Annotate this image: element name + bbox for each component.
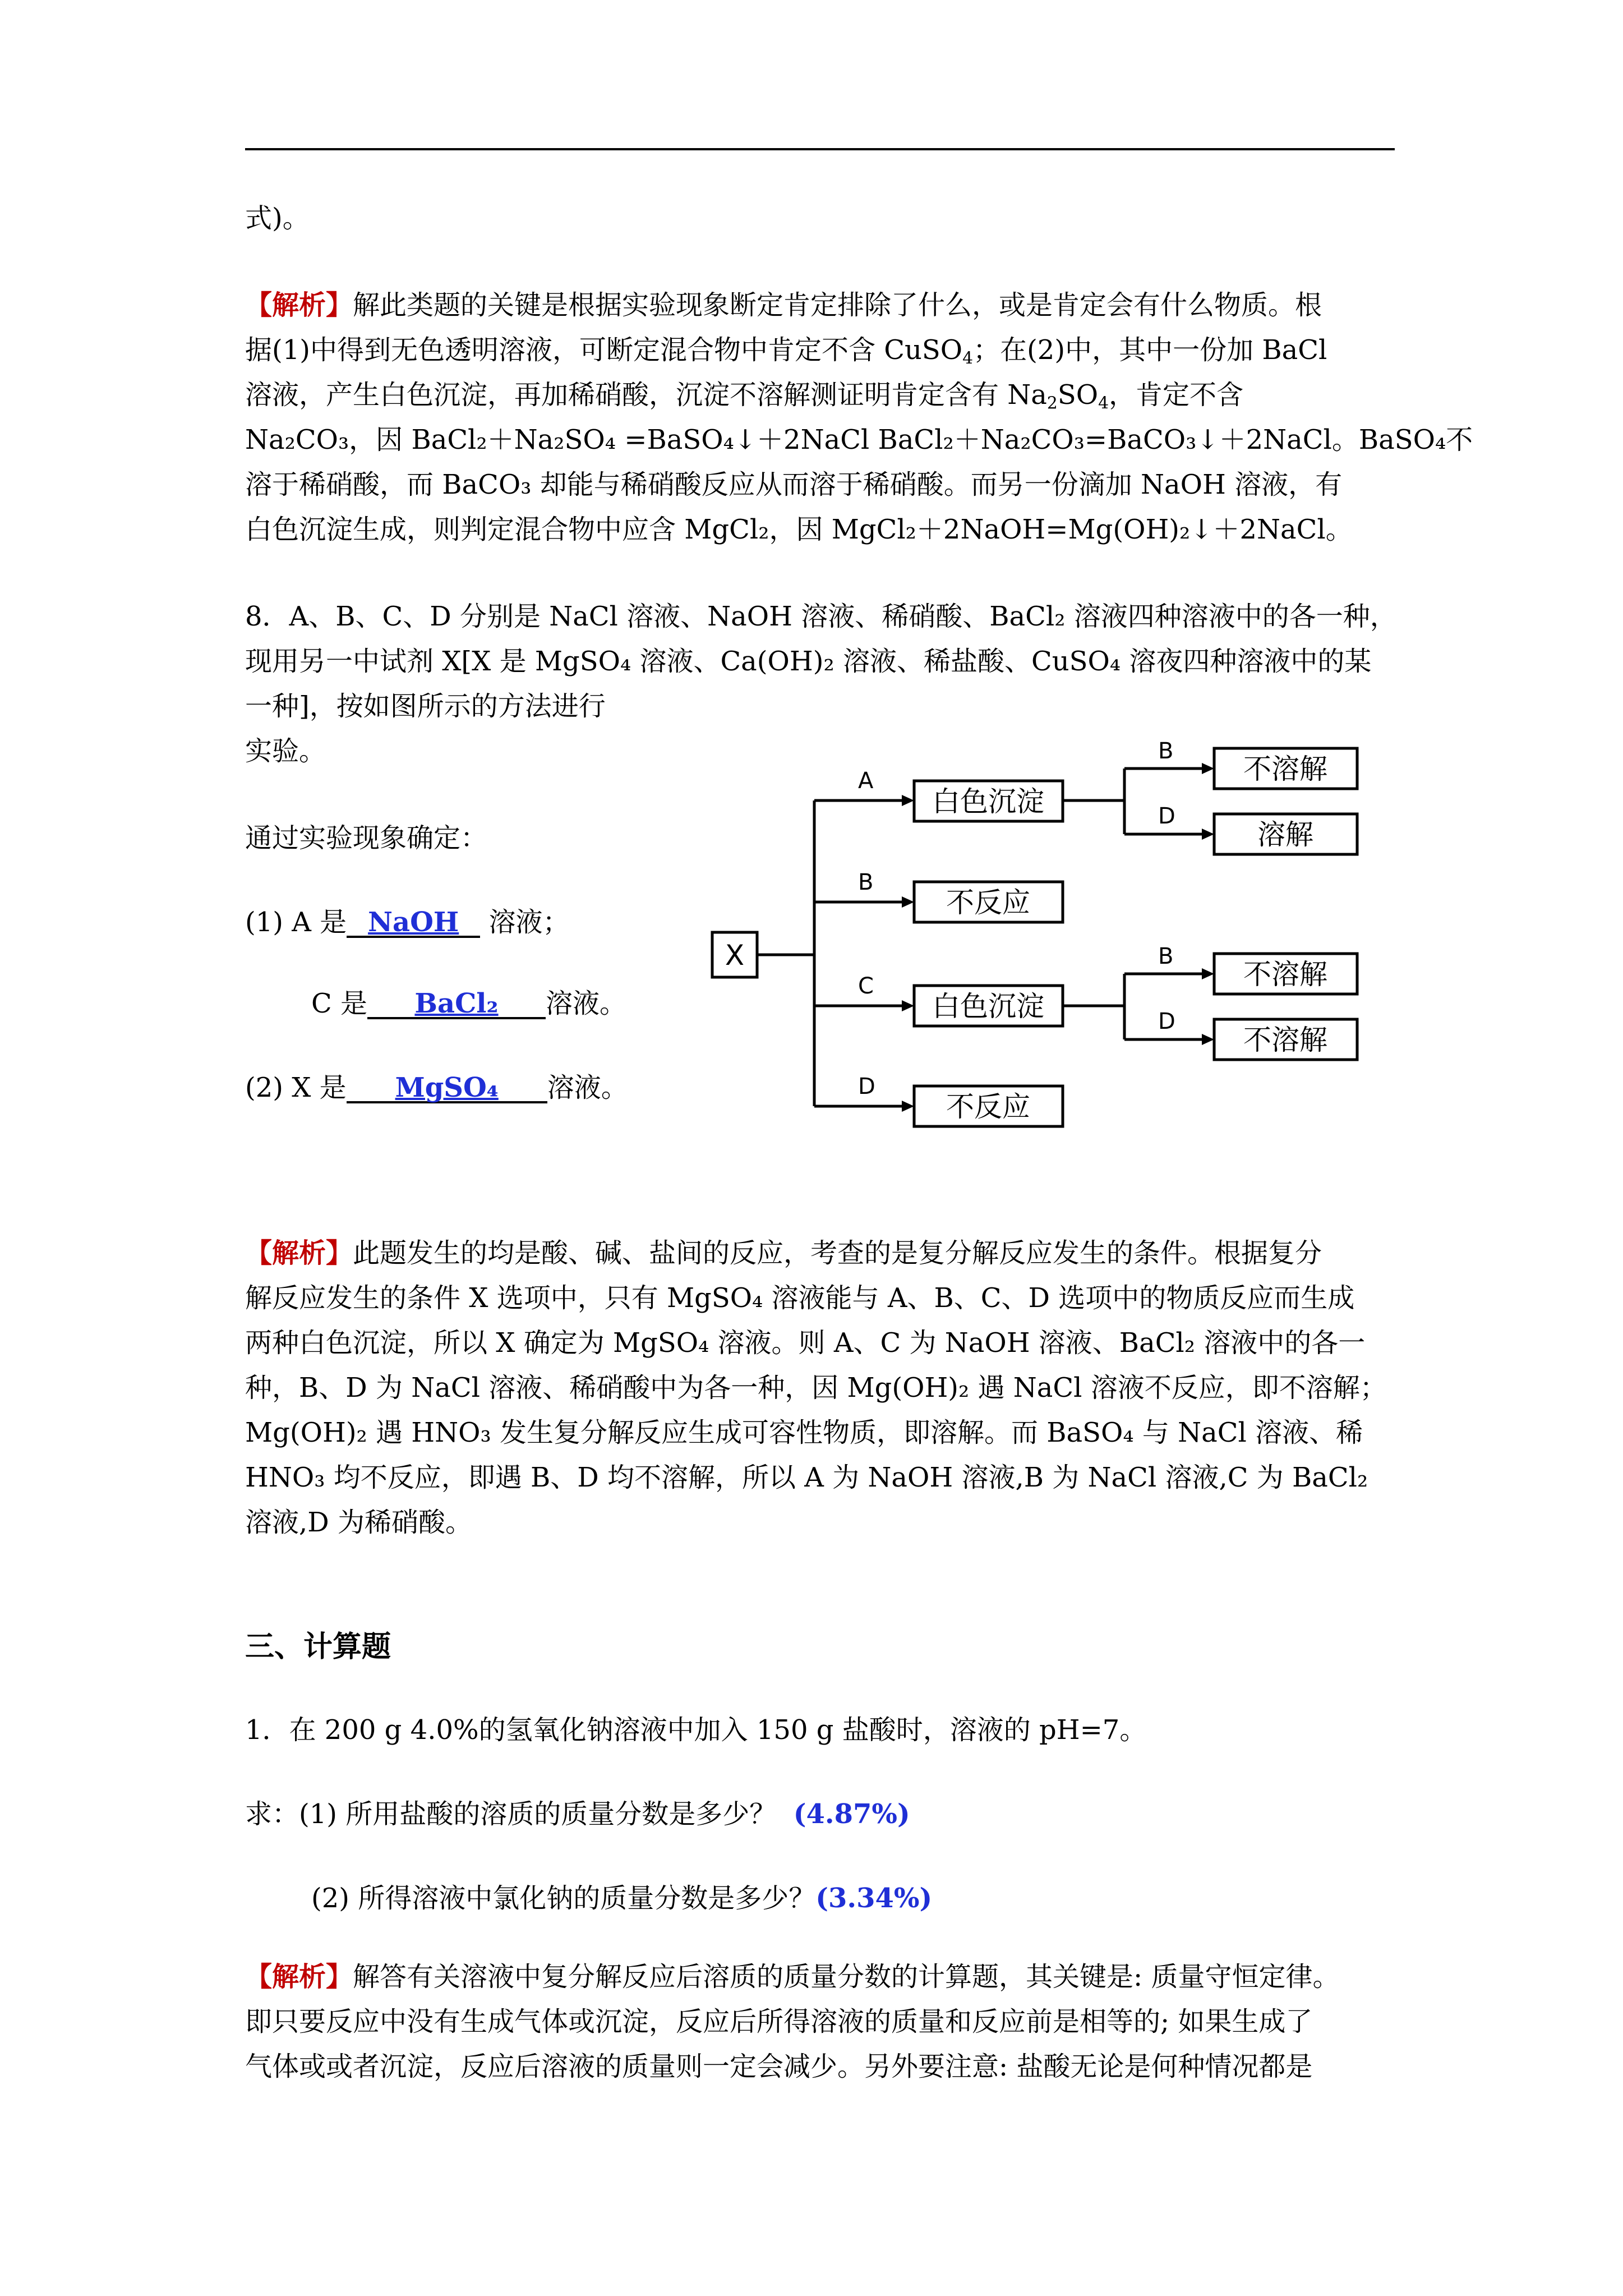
answer-2: (3.34%) (815, 1883, 933, 1914)
branch-label: B (858, 869, 874, 895)
analysis-paragraph-line: 即只要反应中没有生成气体或沉淀，反应后所得溶液的质量和反应前是相等的; 如果生成了 (245, 2006, 1313, 2037)
text: 溶液，产生白色沉淀，再加稀硝酸，沉淀不溶解测证明肯定含有 Na (245, 379, 1047, 411)
answer-x: MgSO₄ (395, 1072, 499, 1103)
text: SO (1057, 379, 1099, 411)
analysis-paragraph-line: 溶于稀硝酸，而 BaCO₃ 却能与稀硝酸反应从而溶于稀硝酸。而另一份滴加 NaOH 溶液，有 (245, 469, 1343, 500)
analysis-paragraph-line: 气体或或者沉淀，反应后溶液的质量则一定会减少。另外要注意: 盐酸无论是何种情况都是 (245, 2051, 1313, 2082)
analysis-paragraph-line: Mg(OH)₂ 遇 HNO₃ 发生复分解反应生成可容性物质，即溶解。而 BaSO₄ 与 NaCl 溶液、稀 (245, 1417, 1363, 1448)
text: 据(1)中得到无色透明溶液，可断定混合物中肯定不含 CuSO (245, 334, 963, 366)
answer-a: NaOH (368, 907, 459, 938)
end-box-label: 不溶解 (1243, 1024, 1327, 1056)
text: (1) A 是 (245, 907, 347, 938)
question-line (311, 1885, 932, 1912)
text: (2) X 是 (245, 1072, 347, 1103)
branch-label: A (858, 768, 874, 794)
end-box-label: 溶解 (1257, 818, 1313, 851)
branch-label: C (858, 973, 874, 999)
sub-label: B (1158, 944, 1174, 969)
analysis-label: 【解析】 (245, 1961, 353, 1993)
branch-label: D (858, 1074, 875, 1099)
text-line: 式)。 (245, 203, 310, 234)
question-line: 现用另一中试剂 X[X 是 MgSO₄ 溶液、Ca(OH)₂ 溶液、稀盐酸、CuSO₄ 溶夜四种溶液中的某 (245, 646, 1372, 677)
text: ，肯定不含 (1109, 379, 1244, 411)
end-box-label: 不溶解 (1243, 753, 1327, 785)
analysis-paragraph-line (245, 1961, 1340, 1993)
sub-label: B (1158, 738, 1174, 764)
analysis-paragraph-line: 两种白色沉淀，所以 X 确定为 MgSO₄ 溶液。则 A、C 为 NaOH 溶液、BaCl₂ 溶液中的各一 (245, 1327, 1366, 1359)
sub-label: D (1158, 803, 1175, 829)
mid-box-label: 白色沉淀 (932, 990, 1044, 1023)
text: (2) 所得溶液中氯化钠的质量分数是多少？ (311, 1883, 816, 1914)
analysis-paragraph-line: 种，B、D 为 NaCl 溶液、稀硝酸中为各一种，因 Mg(OH)₂ 遇 NaCl 溶液不反应，即不溶解； (245, 1372, 1387, 1404)
x-label: X (725, 939, 745, 972)
question-line: 一种]，按如图所示的方法进行 (245, 691, 606, 722)
analysis-paragraph-line: 白色沉淀生成，则判定混合物中应含 MgCl₂，因 MgCl₂＋2NaOH=Mg(OH)₂↓＋2NaCl。 (245, 514, 1353, 545)
text: 溶液。 (547, 1072, 628, 1103)
answer-1: (4.87%) (793, 1798, 910, 1830)
analysis-paragraph-line: HNO₃ 均不反应，即遇 B、D 均不溶解，所以 A 为 NaOH 溶液,B 为 NaCl 溶液,C 为 BaCl₂ (245, 1462, 1368, 1493)
text: 溶液； (488, 907, 570, 938)
analysis-paragraph-line: 解反应发生的条件 X 选项中，只有 MgSO₄ 溶液能与 A、B、C、D 选项中的物质反应而生成 (245, 1282, 1355, 1314)
answer-c: BaCl₂ (414, 988, 499, 1019)
section-heading: 三、计算题 (245, 1630, 391, 1664)
question-line: 通过实验现象确定： (245, 822, 488, 854)
mid-box-label: 不反应 (946, 1091, 1030, 1123)
analysis-label: 【解析】 (245, 289, 353, 321)
mid-box-label: 白色沉淀 (932, 785, 1044, 818)
question-line (245, 1798, 910, 1830)
mid-box-label: 不反应 (946, 886, 1030, 919)
sub-label: D (1158, 1009, 1175, 1034)
end-box-label: 不溶解 (1243, 958, 1327, 991)
text: 此题发生的均是酸、碱、盐间的反应，考查的是复分解反应发生的条件。根据复分 (353, 1237, 1322, 1269)
analysis-paragraph-line: 溶液,D 为稀硝酸。 (245, 1507, 473, 1538)
question-line: 8．A、B、C、D 分别是 NaCl 溶液、NaOH 溶液、稀硝酸、BaCl₂ 溶液四种溶液中的各一种， (245, 601, 1397, 632)
analysis-paragraph-line (245, 1237, 1322, 1269)
text: 解此类题的关键是根据实验现象断定肯定排除了什么，或是肯定会有什么物质。根 (353, 289, 1322, 321)
analysis-paragraph-line: 溶液，产生白色沉淀，再加稀硝酸，沉淀不溶解测证明肯定含有 $Na_2SO_4$，肯定不含 (245, 379, 1244, 413)
question-line: 1．在 200 g 4.0%的氢氧化钠溶液中加入 150 g 盐酸时，溶液的 pH=7。 (245, 1714, 1147, 1746)
question-line: 实验。 (245, 735, 326, 767)
text: C 是 (311, 988, 367, 1019)
analysis-paragraph-line: 据(1)中得到无色透明溶液，可断定混合物中肯定不含 CuSO$_4$；在(2)中，其中一份加 BaCl (245, 334, 1327, 369)
text: 解答有关溶液中复分解反应后溶质的质量分数的计算题，其关键是: 质量守恒定律。 (353, 1961, 1340, 1993)
text: ；在(2)中，其中一份加 BaCl (973, 334, 1327, 366)
analysis-label: 【解析】 (245, 1237, 353, 1269)
text: 溶液。 (546, 988, 627, 1019)
analysis-paragraph-line: Na₂CO₃，因 BaCl₂＋Na₂SO₄ =BaSO₄↓＋2NaCl BaCl₂＋Na₂CO₃=BaCO₃↓＋2NaCl。BaSO₄不 (245, 424, 1473, 455)
text: 求：(1) 所用盐酸的溶质的质量分数是多少？ (245, 1798, 777, 1830)
